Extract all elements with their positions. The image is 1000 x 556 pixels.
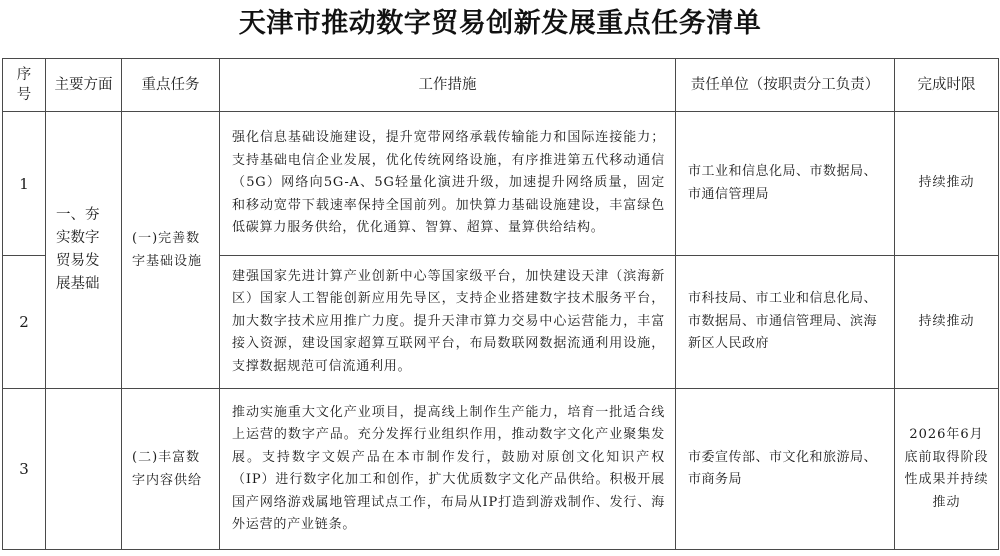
table-row <box>3 112 999 256</box>
main-area-cell-empty <box>46 389 122 550</box>
deadline-cell: 持续推动 <box>895 256 999 389</box>
table-header-row <box>3 59 999 112</box>
key-task-cell: (一)完善数字基础设施 <box>122 112 220 389</box>
page-title: 天津市推动数字贸易创新发展重点任务清单 <box>238 8 762 39</box>
header-no: 序号 <box>3 59 46 112</box>
header-measure: 工作措施 <box>220 59 676 112</box>
measure-cell: 建强国家先进计算产业创新中心等国家级平台，加快建设天津（滨海新区）国家人工智能创新应用先导区，支持企业搭建数字技术服务平台，加大数字技术应用推广力度。提升天津市算力交易中心运营能力，丰富接入资源，建设国家超算互联网平台，布局数联网数据流通利用设施，支撑数据规范可信流通利用。 <box>220 256 676 389</box>
deadline-cell: 2026年6月底前取得阶段性成果并持续推动 <box>895 389 999 550</box>
main-area-cell: 一、夯实数字贸易发展基础 <box>46 112 122 389</box>
deadline-cell: 持续推动 <box>895 112 999 256</box>
responsible-unit-cell: 市科技局、市工业和信息化局、市数据局、市通信管理局、滨海新区人民政府 <box>676 256 895 389</box>
task-table <box>2 58 999 550</box>
header-task: 重点任务 <box>122 59 220 112</box>
measure-cell: 推动实施重大文化产业项目，提高线上制作生产能力，培育一批适合线上运营的数字产品。充分发挥行业组织作用，推动数字文化产业聚集发展。支持数字文娱产品在本市制作发行，鼓励对原创文化知识产权（IP）进行数字化加工和创作，扩大优质数字文化产品供给。积极开展国产网络游戏属地管理试点工作，布局从IP打造到游戏制作、发行、海外运营的产业链条。 <box>220 389 676 550</box>
key-task-cell: (二)丰富数字内容供给 <box>122 389 220 550</box>
header-unit: 责任单位（按职责分工负责） <box>676 59 895 112</box>
responsible-unit-cell: 市委宣传部、市文化和旅游局、市商务局 <box>676 389 895 550</box>
row-number: 2 <box>3 256 46 389</box>
responsible-unit-cell: 市工业和信息化局、市数据局、市通信管理局 <box>676 112 895 256</box>
table-row <box>3 389 999 550</box>
row-number: 3 <box>3 389 46 550</box>
row-number: 1 <box>3 112 46 256</box>
header-area: 主要方面 <box>46 59 122 112</box>
header-deadline: 完成时限 <box>895 59 999 112</box>
measure-cell: 强化信息基础设施建设，提升宽带网络承载传输能力和国际连接能力；支持基础电信企业发展，优化传统网络设施，有序推进第五代移动通信（5G）网络向5G-A、5G轻量化演进升级，加速提升网络质量，固定和移动宽带下载速率保持全国前列。加快算力基础设施建设，丰富绿色低碳算力服务供给，优化通算、智算、超算、量算供给结构。 <box>220 112 676 256</box>
